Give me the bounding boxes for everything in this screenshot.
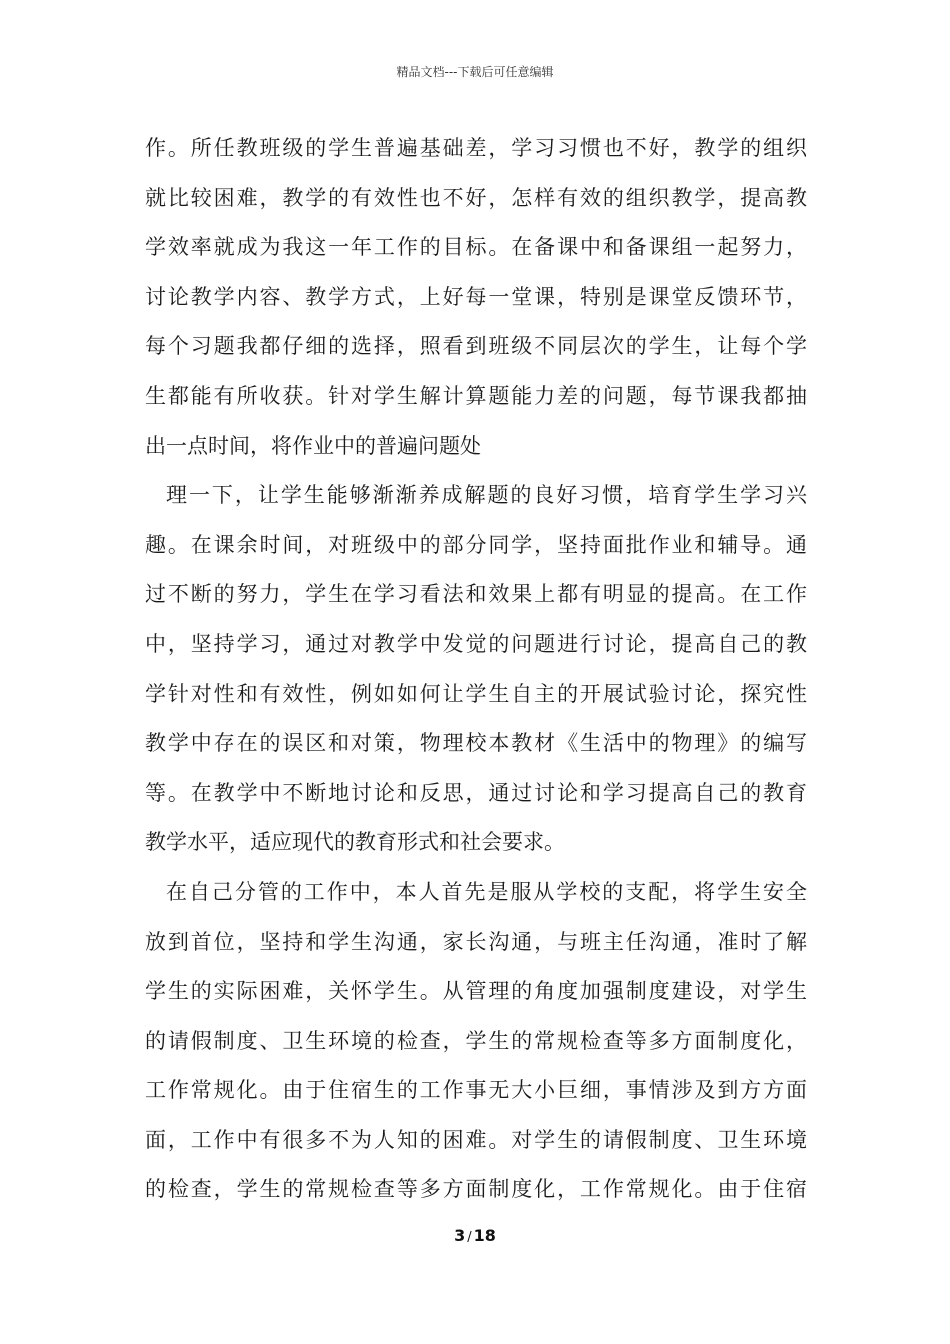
document-body bbox=[145, 124, 807, 1215]
paragraph-2 bbox=[145, 471, 807, 868]
text-line: 教学中存在的误区和对策，物理校本教材《生活中的物理》的编写 bbox=[145, 731, 807, 756]
total-pages: 18 bbox=[473, 1226, 496, 1245]
text-line: 过不断的努力，学生在学习看法和效果上都有明显的提高。在工作 bbox=[145, 582, 807, 607]
text-line: 就比较困难，教学的有效性也不好，怎样有效的组织教学，提高教 bbox=[145, 185, 807, 210]
text-line: 理一下，让学生能够渐渐养成解题的良好习惯，培育学生学习兴 bbox=[166, 483, 807, 508]
text-line: 学效率就成为我这一年工作的目标。在备课中和备课组一起努力， bbox=[145, 235, 807, 260]
text-line: 在自己分管的工作中，本人首先是服从学校的支配，将学生安全 bbox=[166, 879, 807, 904]
text-line: 中，坚持学习，通过对教学中发觉的问题进行讨论，提高自己的教 bbox=[145, 631, 807, 656]
text-line: 放到首位，坚持和学生沟通，家长沟通，与班主任沟通，准时了解 bbox=[145, 929, 807, 954]
text-line: 每个习题我都仔细的选择，照看到班级不同层次的学生，让每个学 bbox=[145, 334, 807, 359]
paragraph-1 bbox=[145, 124, 807, 471]
text-line: 讨论教学内容、教学方式，上好每一堂课，特别是课堂反馈环节， bbox=[145, 284, 807, 309]
text-line: 面，工作中有很多不为人知的困难。对学生的请假制度、卫生环境 bbox=[145, 1127, 807, 1152]
text-line: 的检查，学生的常规检查等多方面制度化，工作常规化。由于住宿 bbox=[145, 1177, 807, 1202]
page-header: 精品文档---下载后可任意编辑 bbox=[396, 65, 554, 79]
text-line: 生都能有所收获。针对学生解计算题能力差的问题，每节课我都抽 bbox=[145, 383, 807, 408]
text-line: 等。在教学中不断地讨论和反思，通过讨论和学习提高自己的教育 bbox=[145, 780, 807, 805]
text-line: 工作常规化。由于住宿生的工作事无大小巨细，事情涉及到方方面 bbox=[145, 1078, 807, 1103]
text-line: 出一点时间，将作业中的普遍问题处 bbox=[145, 433, 481, 458]
current-page: 3 bbox=[454, 1226, 466, 1245]
page-number bbox=[0, 1226, 950, 1248]
text-line: 学针对性和有效性，例如如何让学生自主的开展试验讨论，探究性 bbox=[145, 681, 807, 706]
text-line: 趣。在课余时间，对班级中的部分同学，坚持面批作业和辅导。通 bbox=[145, 532, 807, 557]
text-line: 作。所任教班级的学生普遍基础差，学习习惯也不好，教学的组织 bbox=[145, 136, 807, 160]
text-line: 的请假制度、卫生环境的检查，学生的常规检查等多方面制度化， bbox=[145, 1028, 807, 1053]
text-line: 教学水平，适应现代的教育形式和社会要求。 bbox=[145, 830, 565, 855]
text-line: 学生的实际困难，关怀学生。从管理的角度加强制度建设，对学生 bbox=[145, 979, 807, 1004]
page-separator: / bbox=[467, 1230, 472, 1245]
paragraph-3 bbox=[145, 868, 807, 1215]
